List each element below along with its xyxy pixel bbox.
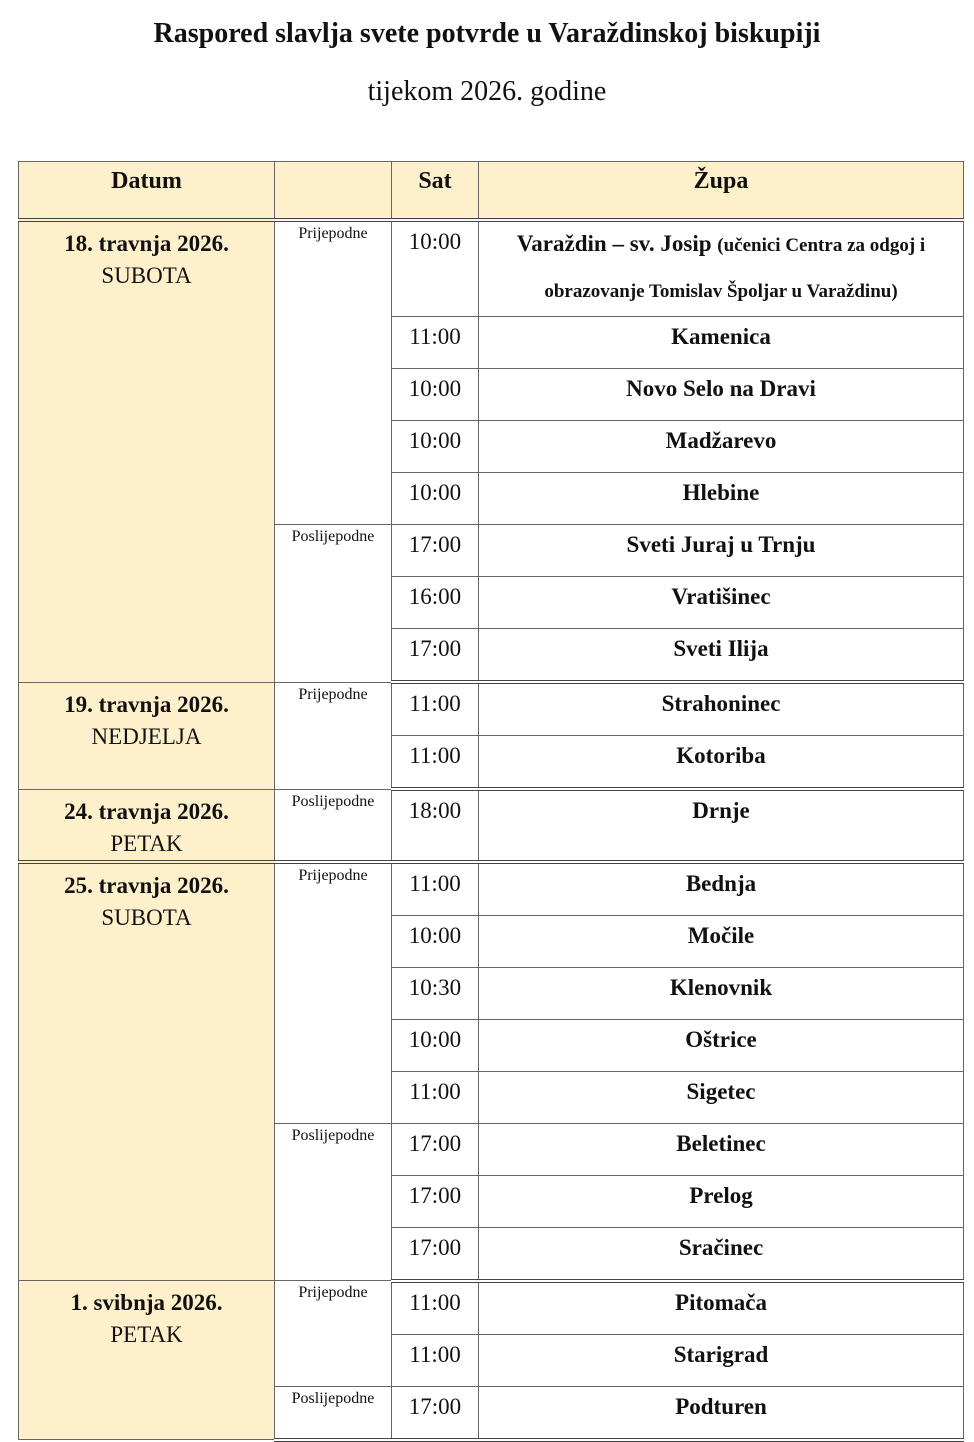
period-label: Prijepodne	[275, 1281, 392, 1387]
period-label: Prijepodne	[275, 220, 392, 525]
date-cell	[19, 862, 275, 1281]
table-row	[19, 789, 964, 862]
parish-name: Novo Selo na Dravi	[626, 376, 816, 401]
parish-cell	[479, 577, 964, 629]
parish-name: Strahoninec	[661, 691, 781, 716]
parish-name: Sveti Ilija	[673, 636, 769, 661]
parish-cell	[479, 1281, 964, 1335]
parish-name: Podturen	[675, 1393, 767, 1419]
parish-cell	[479, 1175, 964, 1227]
time-cell: 10:00	[392, 369, 479, 421]
parish-note: (učenici Centra za odgoj i obrazovanje Tomislav Špoljar u Varaždinu)	[544, 235, 926, 302]
weekday-label: SUBOTA	[101, 904, 192, 930]
date-label: 24. travnja 2026.	[64, 798, 229, 824]
parish-name: Pitomača	[675, 1289, 767, 1315]
document-subtitle: tijekom 2026. godine	[367, 76, 607, 107]
table-row	[19, 682, 964, 736]
parish-cell	[479, 1334, 964, 1386]
parish-cell	[479, 421, 964, 473]
period-label: Prijepodne	[275, 862, 392, 1124]
weekday-label: NEDJELJA	[91, 723, 202, 749]
parish-name: Kamenica	[671, 324, 771, 349]
time-cell: 11:00	[392, 1334, 479, 1386]
time-cell: 16:00	[392, 577, 479, 629]
time-cell: 17:00	[392, 629, 479, 683]
date-label: 19. travnja 2026.	[64, 691, 229, 717]
period-label: Poslijepodne	[275, 1386, 392, 1440]
parish-cell	[479, 682, 964, 736]
parish-cell	[479, 789, 964, 862]
date-label: 25. travnja 2026.	[64, 872, 229, 898]
period-label: Prijepodne	[275, 682, 392, 789]
parish-name: Starigrad	[673, 1341, 769, 1367]
header-period	[275, 162, 392, 221]
time-cell: 17:00	[392, 525, 479, 577]
parish-cell	[479, 1123, 964, 1175]
parish-name: Sračinec	[678, 1234, 764, 1260]
table-row	[19, 862, 964, 916]
header-row	[19, 162, 964, 221]
schedule-body	[19, 220, 964, 1440]
parish-cell	[479, 1071, 964, 1123]
parish-name: Oštrice	[685, 1026, 757, 1052]
parish-cell	[479, 220, 964, 317]
time-cell: 10:30	[392, 967, 479, 1019]
parish-name: Močile	[687, 922, 755, 948]
parish-name: Sigetec	[686, 1078, 756, 1104]
document-title: Raspored slavlja svete potvrde u Varaždinskoj biskupiji	[153, 18, 821, 49]
parish-name: Varaždin – sv. Josip	[516, 231, 712, 256]
parish-name: Vratišinec	[671, 584, 771, 609]
header-datum: Datum	[19, 162, 275, 221]
time-cell: 11:00	[392, 682, 479, 736]
confirmation-schedule-table	[18, 161, 964, 1442]
parish-cell	[479, 525, 964, 577]
time-cell: 17:00	[392, 1123, 479, 1175]
parish-name: Bednja	[685, 870, 757, 896]
parish-name: Prelog	[689, 1182, 753, 1208]
time-cell: 17:00	[392, 1386, 479, 1440]
parish-name: Madžarevo	[665, 428, 777, 453]
header-sat: Sat	[392, 162, 479, 221]
parish-name: Sveti Juraj u Trnju	[626, 532, 816, 557]
table-row	[19, 220, 964, 317]
date-label: 1. svibnja 2026.	[70, 1290, 223, 1315]
time-cell: 11:00	[392, 317, 479, 369]
parish-cell	[479, 1227, 964, 1281]
parish-cell	[479, 1386, 964, 1440]
time-cell: 10:00	[392, 915, 479, 967]
parish-name: Beletinec	[676, 1130, 766, 1156]
header-zupa: Župa	[479, 162, 964, 221]
weekday-label: PETAK	[110, 1322, 183, 1347]
weekday-label: PETAK	[110, 830, 183, 856]
parish-cell	[479, 369, 964, 421]
parish-cell	[479, 473, 964, 525]
time-cell: 11:00	[392, 736, 479, 790]
date-label: 18. travnja 2026.	[64, 231, 229, 256]
time-cell: 10:00	[392, 473, 479, 525]
period-label: Poslijepodne	[275, 1123, 392, 1281]
time-cell: 17:00	[392, 1175, 479, 1227]
parish-cell	[479, 915, 964, 967]
parish-cell	[479, 629, 964, 683]
parish-cell	[479, 967, 964, 1019]
time-cell: 18:00	[392, 789, 479, 862]
parish-cell	[479, 317, 964, 369]
date-cell	[19, 789, 275, 862]
parish-cell	[479, 1019, 964, 1071]
parish-name: Kotoriba	[676, 743, 766, 768]
date-cell	[19, 682, 275, 789]
date-cell	[19, 1281, 275, 1440]
time-cell: 11:00	[392, 1071, 479, 1123]
period-label: Poslijepodne	[275, 789, 392, 862]
parish-cell	[479, 862, 964, 916]
time-cell: 10:00	[392, 421, 479, 473]
period-label: Poslijepodne	[275, 525, 392, 683]
time-cell: 10:00	[392, 220, 479, 317]
time-cell: 10:00	[392, 1019, 479, 1071]
table-row	[19, 1281, 964, 1335]
parish-name: Klenovnik	[669, 974, 773, 1000]
parish-cell	[479, 736, 964, 790]
parish-name: Drnje	[692, 798, 750, 823]
parish-name: Hlebine	[682, 480, 760, 505]
time-cell: 11:00	[392, 1281, 479, 1335]
date-cell	[19, 220, 275, 682]
time-cell: 11:00	[392, 862, 479, 916]
time-cell: 17:00	[392, 1227, 479, 1281]
weekday-label: SUBOTA	[101, 263, 192, 288]
